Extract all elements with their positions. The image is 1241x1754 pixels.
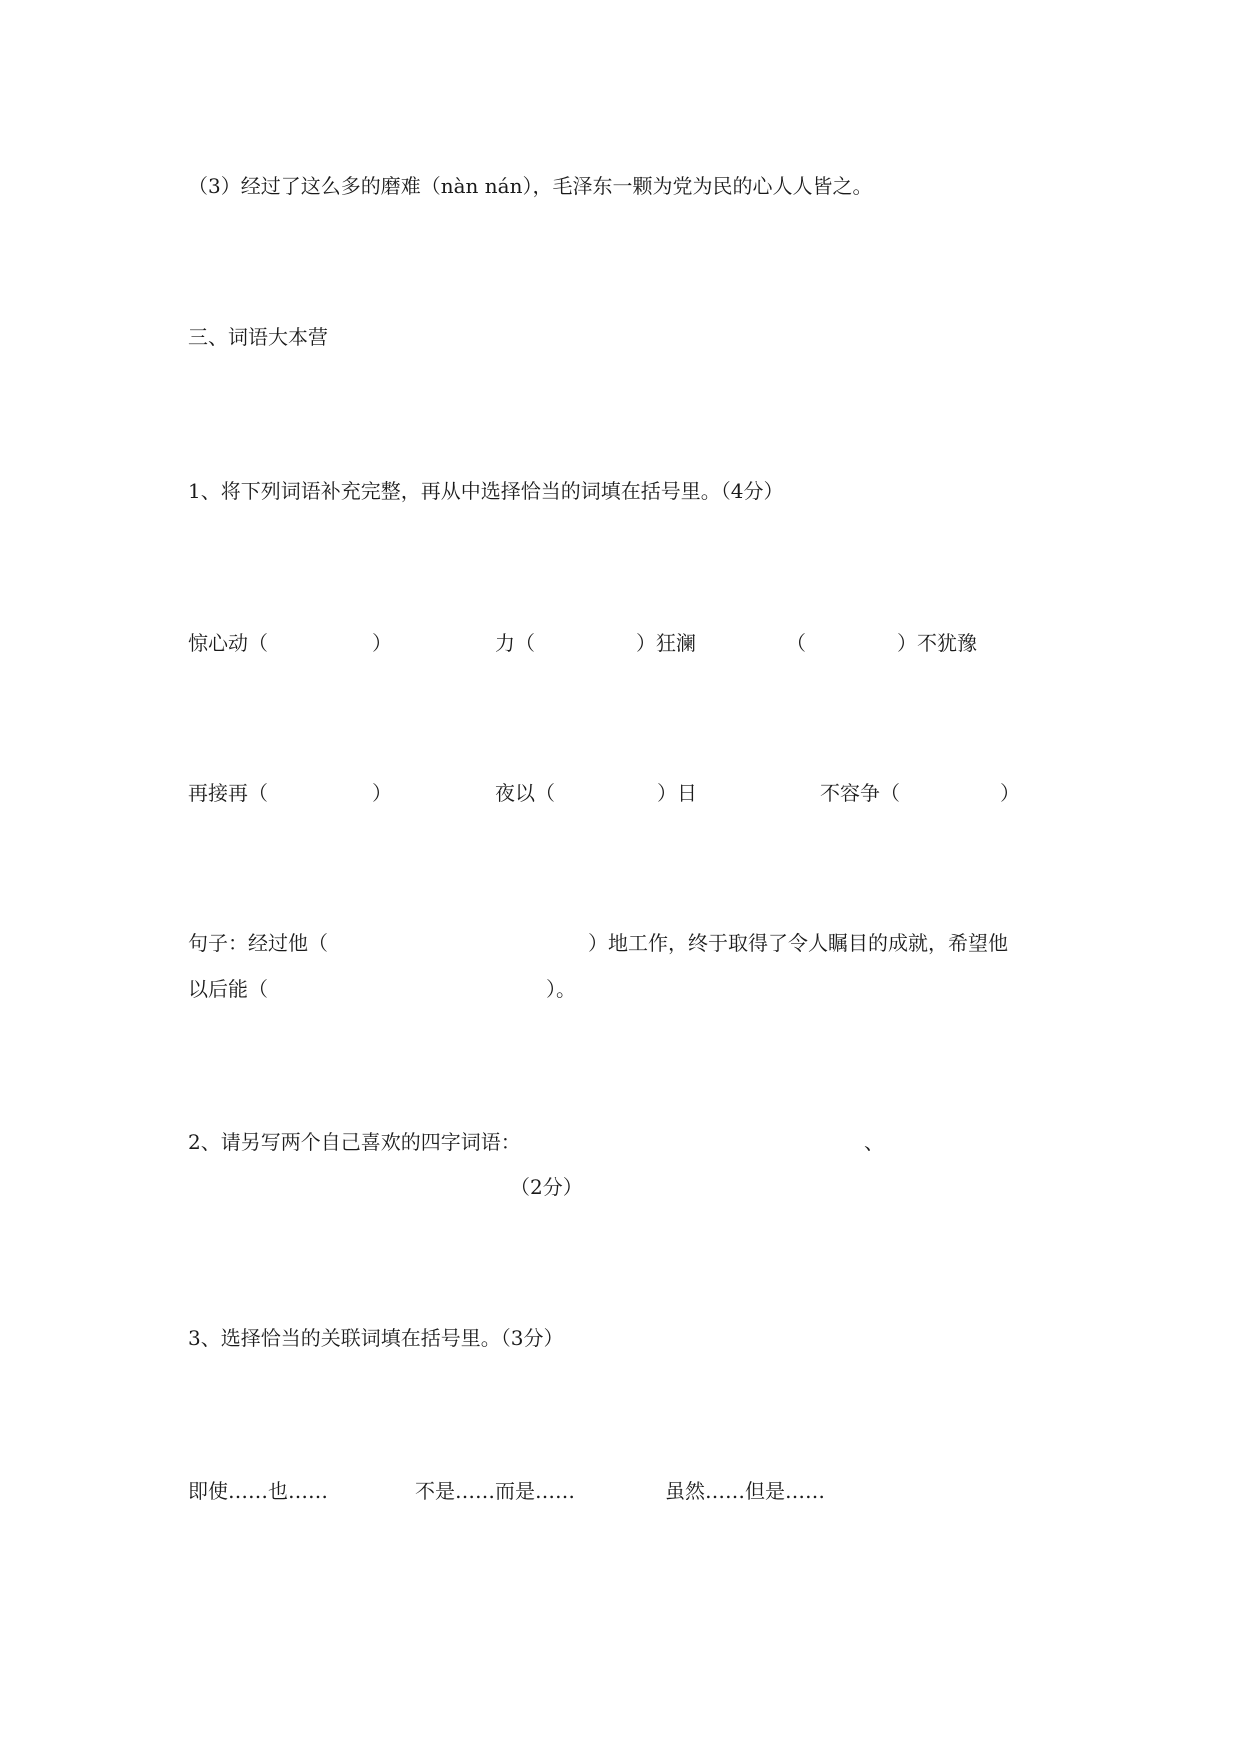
task2-score: （2分） — [510, 1175, 583, 1199]
conjunction-option-2: 不是……而是…… — [415, 1479, 575, 1503]
task2-separator: 、 — [864, 1130, 884, 1154]
idiom-4-start: 再接再（ — [188, 781, 268, 805]
task1-prompt: 1、将下列词语补充完整，再从中选择恰当的词填在括号里。（4分） — [188, 479, 784, 503]
sentence-b-start: 以后能（ — [188, 977, 268, 1001]
idiom-5-end: ）日 — [657, 781, 697, 805]
idiom-2-end: ）狂澜 — [636, 631, 696, 655]
task3-prompt: 3、选择恰当的关联词填在括号里。（3分） — [188, 1326, 564, 1350]
section-title: 三、词语大本营 — [188, 325, 328, 349]
idiom-2-start: 力（ — [495, 631, 535, 655]
idiom-6-start: 不容争（ — [820, 781, 900, 805]
idiom-5-start: 夜以（ — [495, 781, 555, 805]
idiom-3-start: （ — [786, 631, 806, 655]
conjunction-option-3: 虽然……但是…… — [665, 1479, 825, 1503]
idiom-6-end: ） — [1000, 781, 1020, 805]
q3-sentence: （3）经过了这么多的磨难（nàn nán），毛泽东一颗为党为民的心人人皆之。 — [188, 174, 873, 198]
idiom-4-end: ） — [372, 781, 392, 805]
idiom-1-end: ） — [372, 631, 392, 655]
idiom-1-start: 惊心动（ — [188, 631, 268, 655]
idiom-3-end: ）不犹豫 — [897, 631, 977, 655]
task2-prompt: 2、请另写两个自己喜欢的四字词语： — [188, 1130, 521, 1154]
sentence-a-end: ）地工作，终于取得了令人瞩目的成就，希望他 — [588, 931, 1008, 955]
sentence-b-end: ）。 — [546, 977, 576, 1001]
sentence-a-start: 句子：经过他（ — [188, 931, 328, 955]
conjunction-option-1: 即使……也…… — [188, 1479, 328, 1503]
